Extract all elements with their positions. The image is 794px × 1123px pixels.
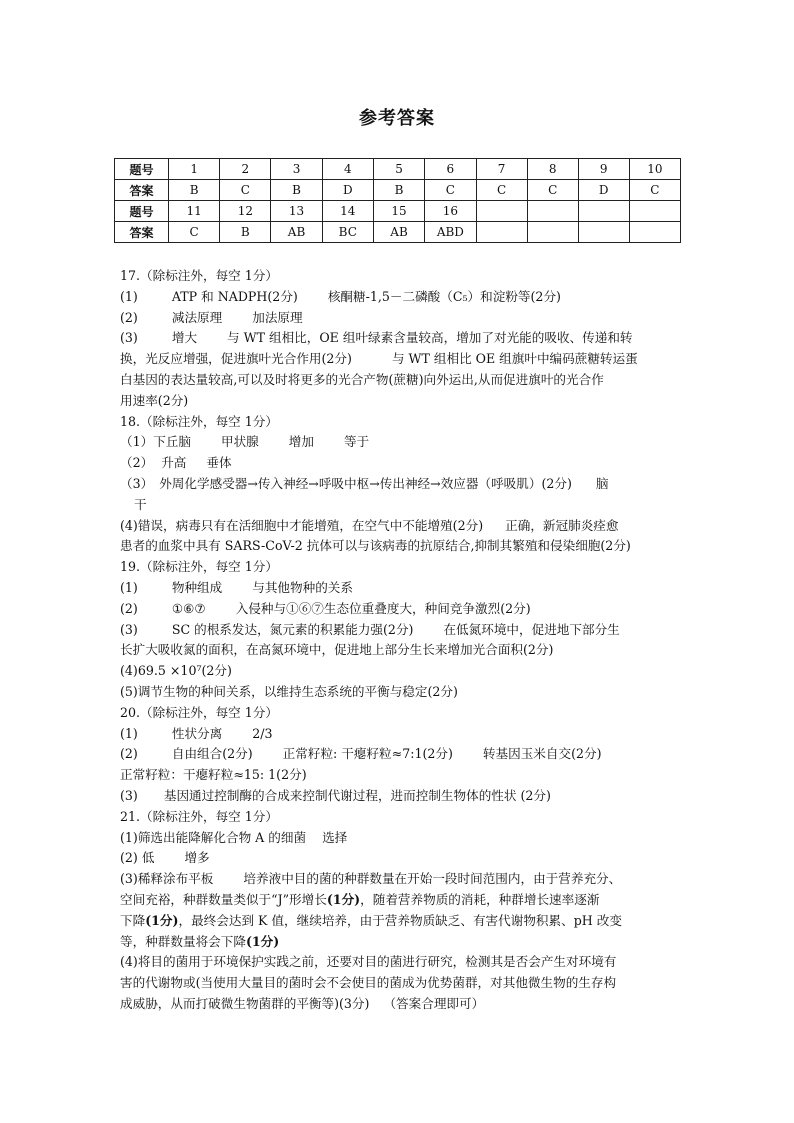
table-cell: B: [220, 222, 271, 243]
q19-line: (4)69.5 ×10⁷(2分): [120, 663, 232, 679]
q20-line: (1) 性状分离 2/3: [120, 725, 273, 741]
table-cell: C: [476, 180, 527, 201]
table-cell: 答案: [115, 180, 169, 201]
table-cell: 14: [322, 201, 373, 222]
table-cell: [476, 222, 527, 243]
q21-heading: 21.（除标注外，每空 1分）: [120, 808, 278, 824]
q21-line: (4)将目的菌用于环境保护实践之前，还要对目的菌进行研究，检测其是否会产生对环境有: [120, 954, 617, 970]
table-cell: 1: [169, 159, 220, 180]
table-row: [115, 159, 681, 180]
table-cell: [629, 222, 680, 243]
answer-table: [114, 158, 681, 243]
q17-line: 用速率(2分): [120, 392, 189, 408]
table-cell: 题号: [115, 201, 169, 222]
q18-line: （1）下丘脑 甲状腺 增加 等于: [120, 434, 370, 450]
table-cell: 12: [220, 201, 271, 222]
table-cell: [527, 222, 578, 243]
q17-heading: 17.（除标注外，每空 1分）: [120, 268, 278, 283]
table-cell: 4: [322, 159, 373, 180]
q19-line: (5)调节生物的种间关系，以维持生态系统的平衡与稳定(2分): [120, 683, 458, 699]
q21-line: (3)稀释涂布平板 培养液中目的菌的种群数量在开始一段时间范围内，由于营养充分、: [120, 871, 622, 887]
table-cell: C: [527, 180, 578, 201]
q20-line: (3) 基因通过控制酶的合成来控制代谢过程，进而控制生物体的性状 (2分): [120, 787, 551, 803]
page-title: 参考答案: [359, 108, 435, 129]
table-row: [115, 222, 681, 243]
q18-line: (4)错误，病毒只有在活细胞中才能增殖，在空气中不能增殖(2分) 正确，新冠肺炎痊愈: [120, 517, 619, 533]
table-cell: 题号: [115, 159, 169, 180]
table-cell: C: [425, 180, 476, 201]
table-cell: 9: [578, 159, 629, 180]
table-cell: 8: [527, 159, 578, 180]
q20-line: (2) 自由组合(2分) 正常籽粒: 干瘪籽粒≈7:1(2分) 转基因玉米自交(2分): [120, 746, 602, 762]
table-cell: [629, 201, 680, 222]
answers-body: [120, 266, 680, 1015]
q21-line: (2) 低 增多: [120, 850, 210, 866]
q17-line: (2) 减法原理 加法原理: [120, 309, 303, 325]
table-cell: 6: [425, 159, 476, 180]
table-cell: [527, 201, 578, 222]
table-row: [115, 180, 681, 201]
q21-line: 害的代谢物或(当使用大量目的菌时会不会使目的菌成为优势菌群，对其他微生物的生存构: [120, 975, 617, 991]
table-cell: C: [629, 180, 680, 201]
table-cell: C: [169, 222, 220, 243]
table-cell: AB: [373, 222, 424, 243]
q17-line: (1) ATP 和 NADPH(2分) 核酮糖-1,5－二磷酸（C₅）和淀粉等(2分): [120, 288, 561, 304]
table-row: [115, 201, 681, 222]
q21-line: (1)筛选出能降解化合物 A 的细菌 选择: [120, 829, 348, 845]
q19-line: (1) 物种组成 与其他物种的关系: [120, 579, 353, 595]
table-cell: 3: [271, 159, 322, 180]
table-cell: 答案: [115, 222, 169, 243]
table-cell: 7: [476, 159, 527, 180]
table-cell: ABD: [425, 222, 476, 243]
q21-line: 等，种群数量将会下降(1分): [120, 933, 280, 949]
table-cell: B: [373, 180, 424, 201]
table-cell: D: [578, 180, 629, 201]
q21-line: 成威胁，从而打破微生物菌群的平衡等)(3分) （答案合理即可）: [120, 995, 485, 1011]
q19-line: 长扩大吸收氮的面积，在高氮环境中，促进地上部分生长来增加光合面积(2分): [120, 642, 554, 658]
q21-line: 下降(1分)，最终会达到 K 值，继续培养，由于营养物质缺乏、有害代谢物积累、pH 改变: [120, 912, 622, 928]
table-cell: [578, 222, 629, 243]
table-cell: C: [220, 180, 271, 201]
table-cell: D: [322, 180, 373, 201]
table-cell: 15: [373, 201, 424, 222]
table-cell: 16: [425, 201, 476, 222]
table-cell: AB: [271, 222, 322, 243]
q21-line: 空间充裕，种群数量类似于“J”形增长(1分)，随着营养物质的消耗，种群增长速率逐渐: [120, 891, 600, 907]
table-cell: 11: [169, 201, 220, 222]
q19-line: (2) ①⑥⑦ 入侵种与①⑥⑦生态位重叠度大，种间竞争激烈(2分): [120, 600, 531, 616]
q18-line: （3） 外周化学感受器→传入神经→呼吸中枢→传出神经→效应器（呼吸肌）(2分) 脑: [120, 475, 609, 491]
q17-line: 白基因的表达量较高,可以及时将更多的光合产物(蔗糖)向外运出,从而促进旗叶的光合作: [120, 371, 604, 387]
q19-heading: 19.（除标注外，每空 1分）: [120, 559, 278, 575]
table-cell: BC: [322, 222, 373, 243]
q17-line: 换，光反应增强，促进旗叶光合作用(2分) 与 WT 组相比 OE 组旗叶中编码蔗糖转运蛋: [120, 351, 638, 367]
q18-line: （2） 升高 垂体: [120, 455, 232, 471]
q18-heading: 18.（除标注外，每空 1分）: [120, 413, 278, 429]
table-cell: 13: [271, 201, 322, 222]
table-cell: 2: [220, 159, 271, 180]
q17-line: (3) 增大 与 WT 组相比，OE 组叶绿素含量较高，增加了对光能的吸收、传递和转: [120, 330, 633, 346]
table-cell: 10: [629, 159, 680, 180]
q18-line: 患者的血浆中具有 SARS-CoV-2 抗体可以与该病毒的抗原结合,抑制其繁殖和侵染细胞(2分): [120, 538, 631, 554]
table-cell: [476, 201, 527, 222]
q19-line: (3) SC 的根系发达，氮元素的积累能力强(2分) 在低氮环境中，促进地下部分生: [120, 621, 620, 637]
q20-line: 正常籽粒：干瘪籽粒≈15: 1(2分): [120, 767, 307, 783]
table-cell: B: [271, 180, 322, 201]
q20-heading: 20.（除标注外，每空 1分）: [120, 704, 278, 720]
table-cell: 5: [373, 159, 424, 180]
table-cell: B: [169, 180, 220, 201]
q18-line: 干: [134, 496, 147, 512]
table-cell: [578, 201, 629, 222]
